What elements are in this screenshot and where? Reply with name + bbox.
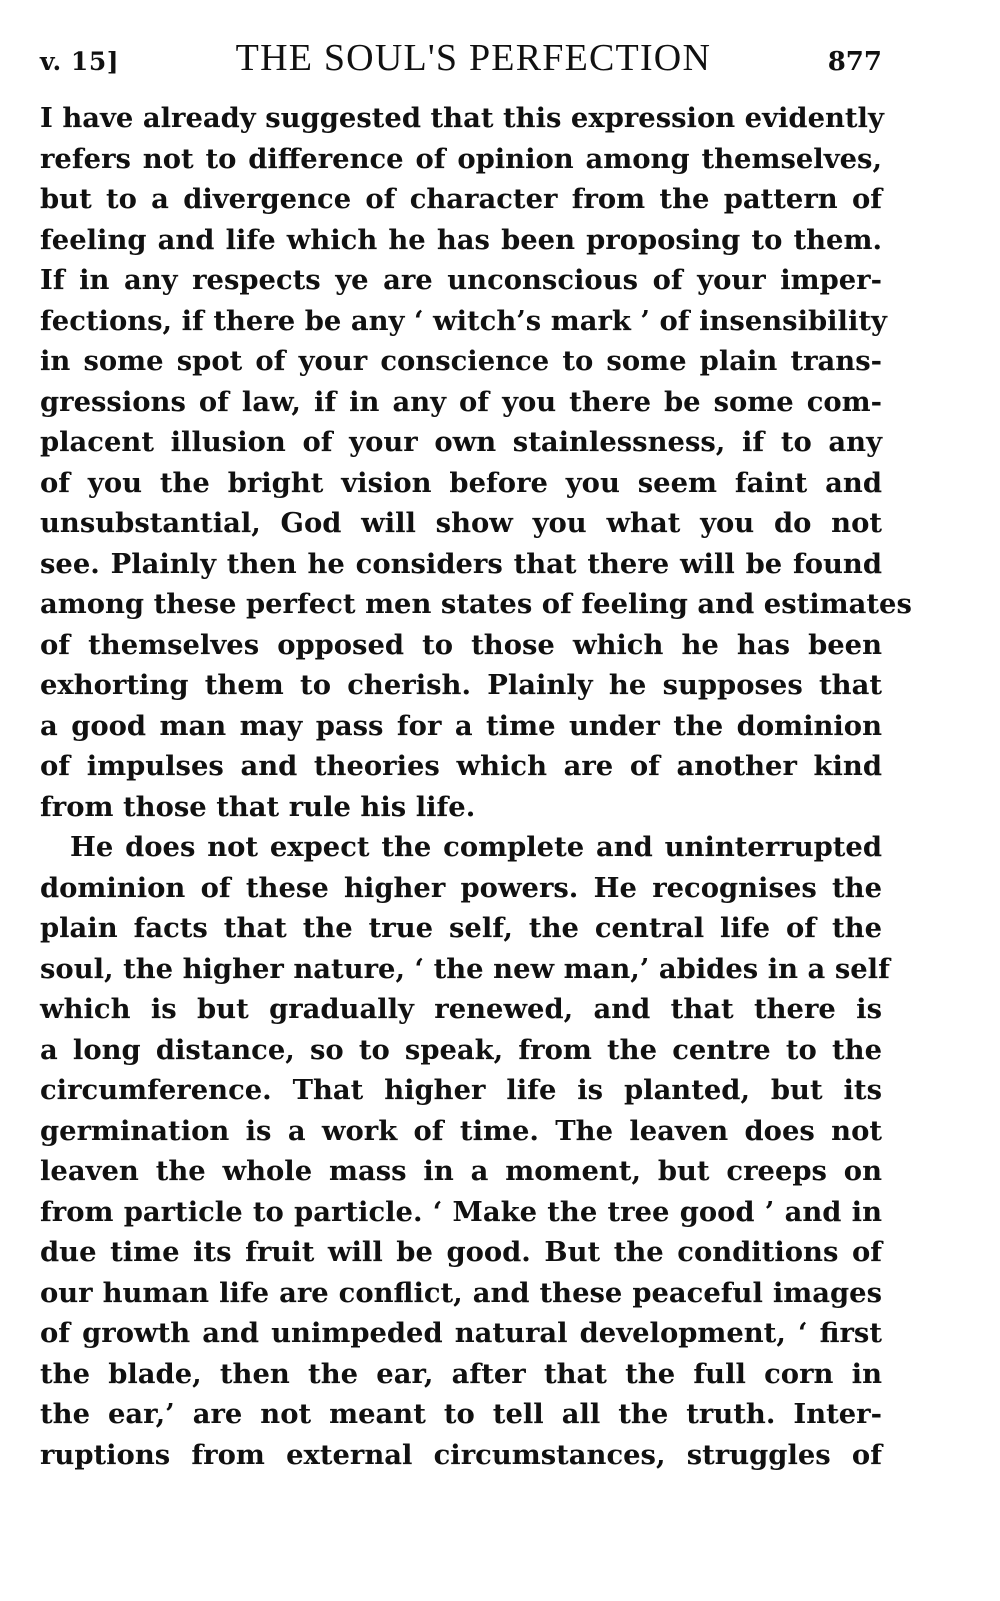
text-line: I have already suggested that this expression evidently	[40, 102, 884, 134]
book-page	[40, 36, 912, 1475]
text-line: of you the bright vision before you seem faint and	[40, 466, 882, 499]
text-line: unsubstantial, God will show you what you do not	[40, 507, 882, 539]
text-line: of themselves opposed to those which he has been	[40, 628, 882, 661]
text-line: the blade, then the ear, after that the full corn in	[40, 1357, 882, 1390]
text-line: dominion of these higher powers. He recognises the	[40, 871, 882, 904]
text-line: of impulses and theories which are of another kind	[40, 750, 882, 782]
page-number: 877	[827, 47, 882, 77]
text-line: the ear,’ are not meant to tell all the truth. Inter-	[40, 1398, 882, 1430]
text-line: plain facts that the true self, the central life of the	[40, 912, 882, 944]
text-line: see. Plainly then he considers that there will be found	[40, 547, 882, 580]
paragraph-1	[40, 98, 912, 827]
text-line: in some spot of your conscience to some plain trans-	[40, 345, 882, 377]
text-line: leaven the whole mass in a moment, but creeps on	[40, 1155, 882, 1187]
running-header	[40, 36, 882, 86]
text-line: but to a divergence of character from the pattern of	[40, 183, 882, 215]
running-title: THE SOUL'S PERFECTION	[235, 37, 712, 79]
text-line: from those that rule his life.	[40, 790, 476, 823]
text-line: a good man may pass for a time under the dominion	[40, 709, 882, 742]
text-line: circumference. That higher life is planted, but its	[40, 1074, 882, 1106]
text-line: gressions of law, if in any of you there be some com-	[40, 385, 882, 418]
text-line: from particle to particle. ‘ Make the tree good ’ and in	[40, 1195, 882, 1228]
text-line: germination is a work of time. The leaven does not	[40, 1114, 882, 1147]
text-line: placent illusion of your own stainlessness, if to any	[40, 426, 882, 458]
body-text	[40, 98, 912, 1475]
text-line: If in any respects ye are unconscious of your imper-	[40, 264, 882, 296]
text-line: refers not to difference of opinion among themselves,	[40, 142, 882, 175]
text-line: He does not expect the complete and uninterrupted	[70, 831, 882, 863]
text-line: feeling and life which he has been proposing to them.	[40, 223, 882, 256]
paragraph-2	[40, 827, 890, 1475]
text-line: exhorting them to cherish. Plainly he supposes that	[40, 669, 882, 701]
text-line: among these perfect men states of feeling and estimates	[40, 588, 912, 620]
text-line: due time its fruit will be good. But the conditions of	[40, 1236, 882, 1268]
verse-reference: v. 15]	[40, 47, 120, 76]
text-line: which is but gradually renewed, and that there is	[40, 993, 882, 1025]
text-line: ruptions from external circumstances, struggles of	[40, 1438, 882, 1471]
text-line: of growth and unimpeded natural development, ‘ first	[40, 1317, 882, 1349]
text-line: soul, the higher nature, ‘ the new man,’ abides in a self	[40, 952, 890, 985]
text-line: a long distance, so to speak, from the centre to the	[40, 1033, 882, 1066]
text-line: our human life are conflict, and these peaceful images	[40, 1276, 882, 1309]
text-line: fections, if there be any ‘ witch’s mark ’ of insensibility	[40, 304, 887, 337]
